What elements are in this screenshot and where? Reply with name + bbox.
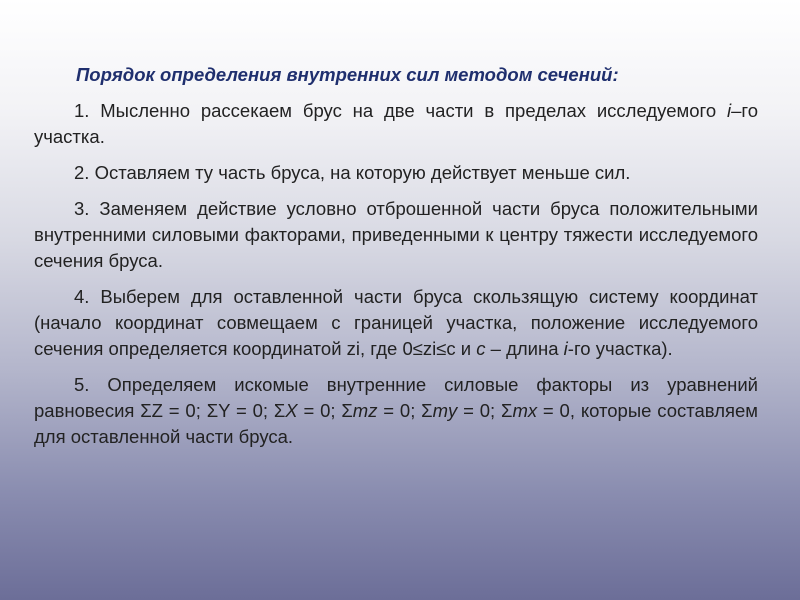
paragraph-step-1 [34, 98, 758, 150]
paragraph-step-4 [34, 284, 758, 362]
text-run-italic: i [563, 338, 568, 359]
text-run: 1. Мысленно рассекаем брус на две части в пределах исследуемого [74, 100, 727, 121]
text-run: = 0, которые составляем для оставленной части бруса. [34, 400, 759, 447]
text-run-italic: c [476, 338, 486, 359]
text-run-italic: i [726, 100, 732, 121]
text-run: = 0; Σ [377, 400, 433, 421]
text-run: 3. Заменяем действие условно отброшенной части бруса положительными внутренними силовыми факторами, приведенными к центру тяжести исследуемого сечения бруса. [34, 198, 758, 271]
text-run-italic: mx [512, 400, 538, 421]
paragraph-step-3 [34, 196, 758, 274]
text-run: -го участка). [567, 338, 673, 359]
text-run: = 0; Σ [297, 400, 353, 421]
paragraph-step-5 [34, 372, 758, 450]
text-run: = 0; Σ [457, 400, 513, 421]
slide-title: Порядок определения внутренних сил методом сечений: [76, 64, 619, 85]
text-run: –го участка. [34, 100, 758, 147]
paragraph-step-2 [34, 160, 758, 186]
text-run-italic: X [285, 400, 298, 421]
text-run-italic: mz [352, 400, 378, 421]
text-run: 5. Определяем искомые внутренние силовые факторы из уравнений равновесия ΣZ = 0; ΣY = 0; Σ [34, 374, 758, 421]
text-run: – длина [485, 338, 564, 359]
text-run-italic: my [432, 400, 458, 421]
slide-content [34, 62, 758, 460]
text-run: 4. Выберем для оставленной части бруса скользящую систему координат (начало координат совмещаем с границей участка, положение исследуемого сечения определяется координатой zi, где 0≤zi≤c и [34, 286, 758, 359]
text-run: 2. Оставляем ту часть бруса, на которую действует меньше сил. [74, 162, 631, 183]
